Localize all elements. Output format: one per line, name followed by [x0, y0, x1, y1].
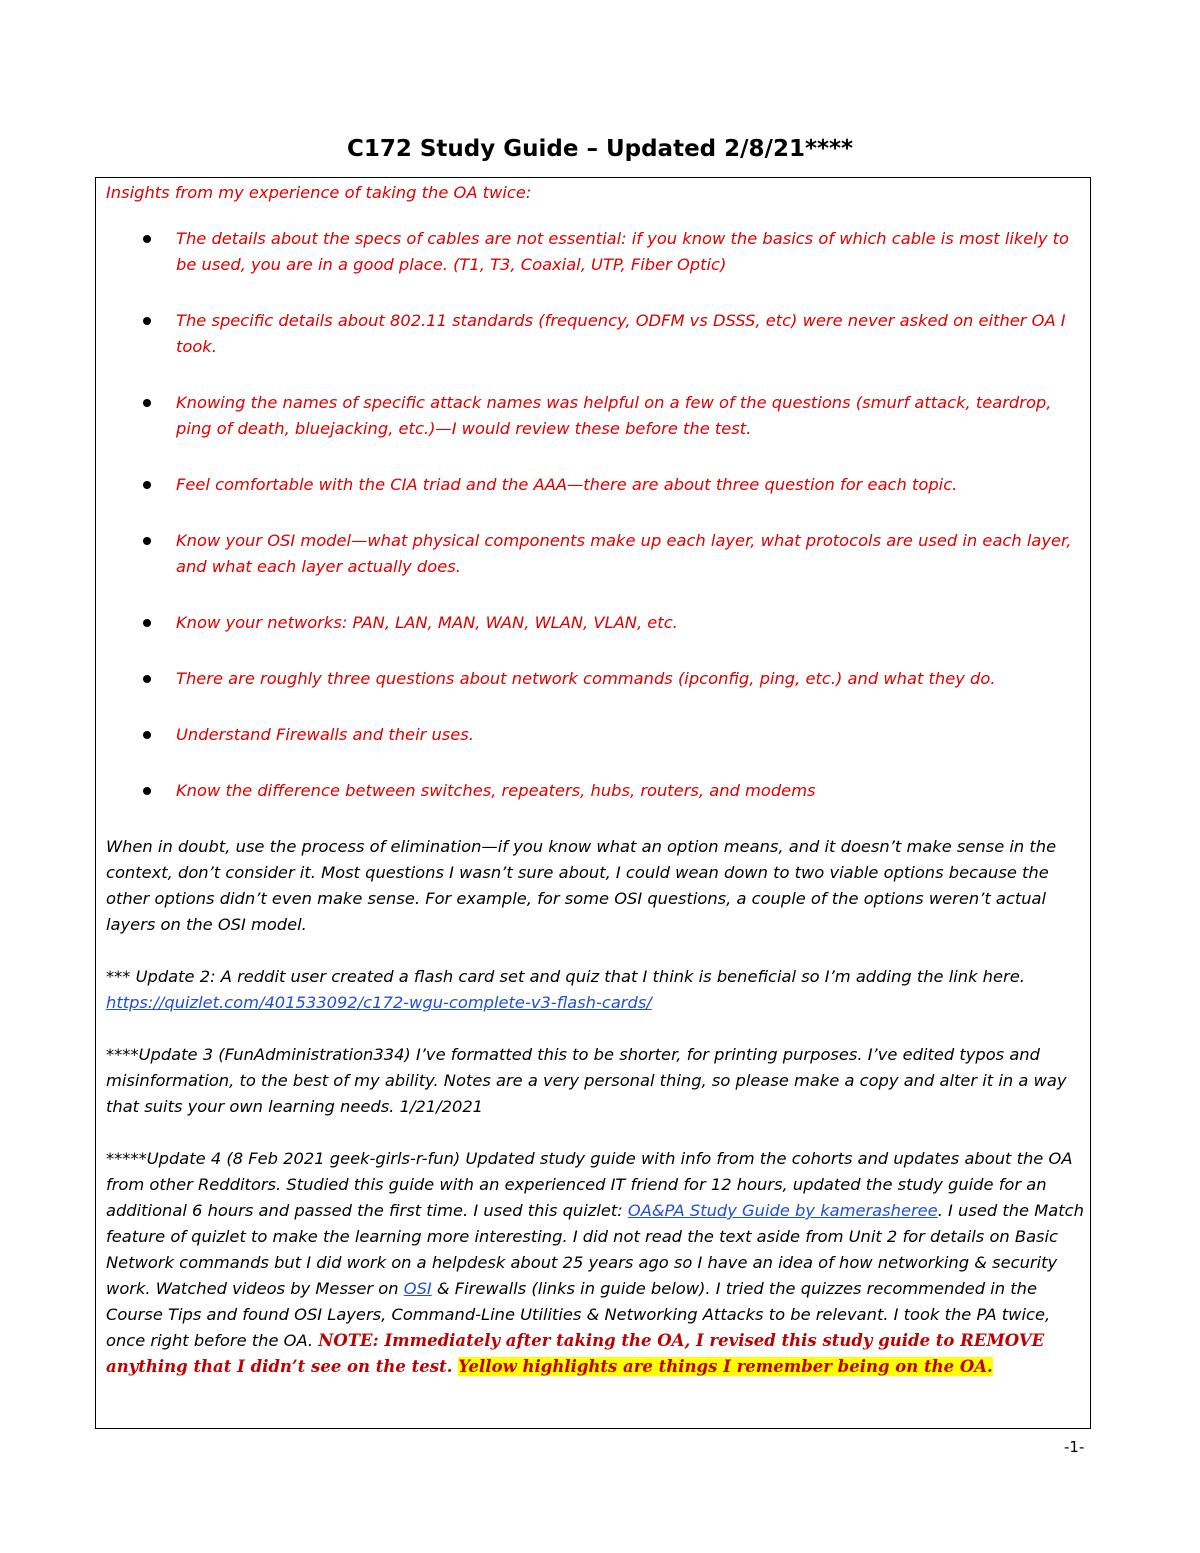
- bullet-icon: [143, 731, 151, 739]
- list-item: [106, 778, 1084, 804]
- insight-text: Know your networks: PAN, LAN, MAN, WAN, WLAN, VLAN, etc.: [176, 613, 678, 632]
- study-guide-link[interactable]: OA&PA Study Guide by kamerasheree: [627, 1201, 938, 1220]
- update-4-text-a: *****Update 4 (8 Feb 2021 geek-girls-r-fun) Updated study guide with info from the cohorts and updates about the OA from other Redditors. Studied this guide with an experienced IT friend for 12 hours, updated the study guide for an additional 6 hours and passed the first time. I used this quizlet:: [106, 1149, 1073, 1220]
- bullet-icon: [143, 317, 151, 325]
- insight-text: Know your OSI model—what physical components make up each layer, what protocols are used in each layer, and what each layer actually does.: [176, 531, 1072, 576]
- doubt-paragraph: When in doubt, use the process of elimination—if you know what an option means, and it doesn’t make sense in the context, don’t consider it. Most questions I wasn’t sure about, I could wean down to two viable options because the other options didn’t even make sense. For example, for some OSI questions, a couple of the options weren’t actual layers on the OSI model.: [106, 837, 1057, 934]
- insight-text: The specific details about 802.11 standards (frequency, ODFM vs DSSS, etc) were never asked on either OA I took.: [176, 311, 1066, 356]
- list-item: [106, 472, 1084, 498]
- bullet-icon: [143, 787, 151, 795]
- page-number: -1-: [1064, 1438, 1085, 1456]
- page-title: C172 Study Guide – Updated 2/8/21****: [346, 136, 854, 162]
- list-item: [106, 528, 1084, 580]
- osi-link[interactable]: OSI: [403, 1279, 432, 1298]
- bullet-icon: [143, 235, 151, 243]
- list-item: [106, 666, 1084, 692]
- insights-intro: Insights from my experience of taking the OA twice:: [106, 183, 532, 202]
- list-item: [106, 610, 1084, 636]
- update-3-paragraph: ****Update 3 (FunAdministration334) I’ve formatted this to be shorter, for printing purposes. I’ve edited typos and misinformation, to the best of my ability. Notes are a very personal thing, so please make a copy and alter it in a way that suits your own learning needs. 1/21/2021: [106, 1045, 1067, 1116]
- insight-text: The details about the specs of cables are not essential: if you know the basics of which cable is most likely to be used, you are in a good place. (T1, T3, Coaxial, UTP, Fiber Optic): [176, 229, 1069, 274]
- bullet-icon: [143, 399, 151, 407]
- update-2-text: *** Update 2: A reddit user created a flash card set and quiz that I think is beneficial so I’m adding the link here.: [106, 967, 1025, 986]
- bullet-icon: [143, 537, 151, 545]
- content-area: [106, 180, 1084, 1406]
- insight-text: Feel comfortable with the CIA triad and the AAA—there are about three question for each topic.: [176, 475, 958, 494]
- highlight-note: Yellow highlights are things I remember being on the OA.: [458, 1357, 993, 1376]
- bullet-icon: [143, 675, 151, 683]
- note-text: NOTE: Immediately after taking the OA, I revised this study guide to REMOVE anything that I didn’t see on the test.: [106, 1331, 1045, 1376]
- list-item: [106, 308, 1084, 360]
- insight-text: Understand Firewalls and their uses.: [176, 725, 474, 744]
- bullet-icon: [143, 619, 151, 627]
- list-item: [106, 226, 1084, 278]
- quizlet-link[interactable]: https://quizlet.com/401533092/c172-wgu-complete-v3-flash-cards/: [106, 993, 652, 1012]
- insight-text: There are roughly three questions about network commands (ipconfig, ping, etc.) and what they do.: [176, 669, 996, 688]
- update-4-paragraph: [106, 1146, 1084, 1380]
- insight-text: Knowing the names of specific attack names was helpful on a few of the questions (smurf attack, teardrop, ping of death, bluejacking, etc.)—I would review these before the test.: [176, 393, 1052, 438]
- update-2-paragraph: [106, 964, 1084, 1016]
- insights-list: [106, 226, 1084, 804]
- insight-text: Know the difference between switches, repeaters, hubs, routers, and modems: [176, 781, 816, 800]
- bullet-icon: [143, 481, 151, 489]
- list-item: [106, 722, 1084, 748]
- update-4-text-b: . I used the Match feature of quizlet to make the learning more interesting. I did not read the text aside from Unit 2 for details on Basic Network commands but I did work on a helpdesk about 25 years ago so I have an idea of how networking & security work. Watched videos by Messer on: [106, 1201, 1084, 1298]
- update-4-text-c: & Firewalls (links in guide below). I tried the quizzes recommended in the Course Tips and found OSI Layers, Command-Line Utilities & Networking Attacks to be relevant. I took the PA twice, once right before the OA.: [106, 1279, 1051, 1350]
- list-item: [106, 390, 1084, 442]
